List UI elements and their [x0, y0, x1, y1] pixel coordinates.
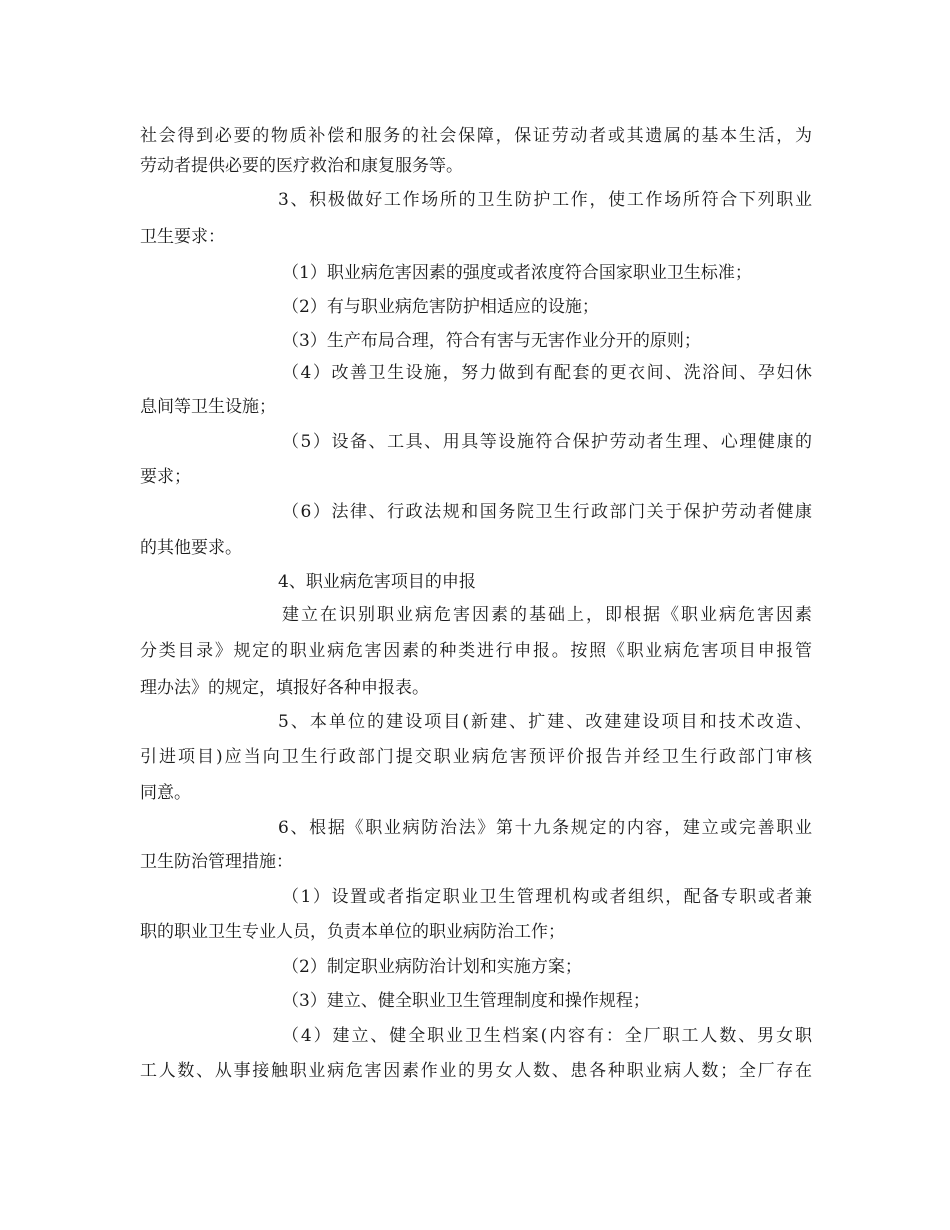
- section-heading: 5、本单位的建设项目(新建、扩建、改建建设项目和技术改造、: [278, 712, 812, 732]
- text-line: 引进项目)应当向卫生行政部门提交职业病危害预评价报告并经卫生行政部门审核: [140, 747, 812, 767]
- text-line: 息间等卫生设施；: [140, 397, 276, 417]
- list-item: （1）职业病危害因素的强度或者浓度符合国家职业卫生标准；: [282, 263, 752, 283]
- text-line: 要求；: [140, 467, 191, 487]
- section-heading: 6、根据《职业病防治法》第十九条规定的内容，建立或完善职业: [278, 818, 812, 838]
- list-item: （4）改善卫生设施，努力做到有配套的更衣间、洗浴间、孕妇休: [282, 363, 812, 383]
- list-item: （6）法律、行政法规和国务院卫生行政部门关于保护劳动者健康: [282, 502, 812, 522]
- text-line: 工人数、从事接触职业病危害因素作业的男女人数、患各种职业病人数；全厂存在: [140, 1061, 812, 1081]
- section-heading: 4、职业病危害项目的申报: [278, 572, 476, 592]
- list-item: （2）制定职业病防治计划和实施方案；: [282, 957, 582, 977]
- list-item: （3）建立、健全职业卫生管理制度和操作规程；: [282, 991, 650, 1011]
- list-item: （4）建立、健全职业卫生档案(内容有：全厂职工人数、男女职: [282, 1026, 812, 1046]
- text-line: 卫生要求：: [140, 227, 225, 247]
- text-line: 劳动者提供必要的医疗救治和康复服务等。: [140, 156, 463, 176]
- text-line: 的其他要求。: [140, 538, 242, 558]
- text-line: 理办法》的规定，填报好各种申报表。: [140, 678, 429, 698]
- text-line: 同意。: [140, 783, 191, 803]
- section-heading: 3、积极做好工作场所的卫生防护工作，使工作场所符合下列职业: [278, 190, 812, 210]
- list-item: （3）生产布局合理，符合有害与无害作业分开的原则；: [282, 331, 701, 351]
- text-line: 建立在识别职业病危害因素的基础上，即根据《职业病危害因素: [282, 605, 812, 625]
- text-line: 职的职业卫生专业人员，负责本单位的职业病防治工作；: [140, 922, 565, 942]
- list-item: （1）设置或者指定职业卫生管理机构或者组织，配备专职或者兼: [282, 887, 812, 907]
- text-line: 分类目录》规定的职业病危害因素的种类进行申报。按照《职业病危害项目申报管: [140, 641, 812, 661]
- text-line: 卫生防治管理措施：: [140, 852, 293, 872]
- list-item: （5）设备、工具、用具等设施符合保护劳动者生理、心理健康的: [282, 432, 812, 452]
- list-item: （2）有与职业病危害防护相适应的设施；: [282, 297, 599, 317]
- text-line: 社会得到必要的物质补偿和服务的社会保障，保证劳动者或其遗属的基本生活，为: [140, 126, 812, 146]
